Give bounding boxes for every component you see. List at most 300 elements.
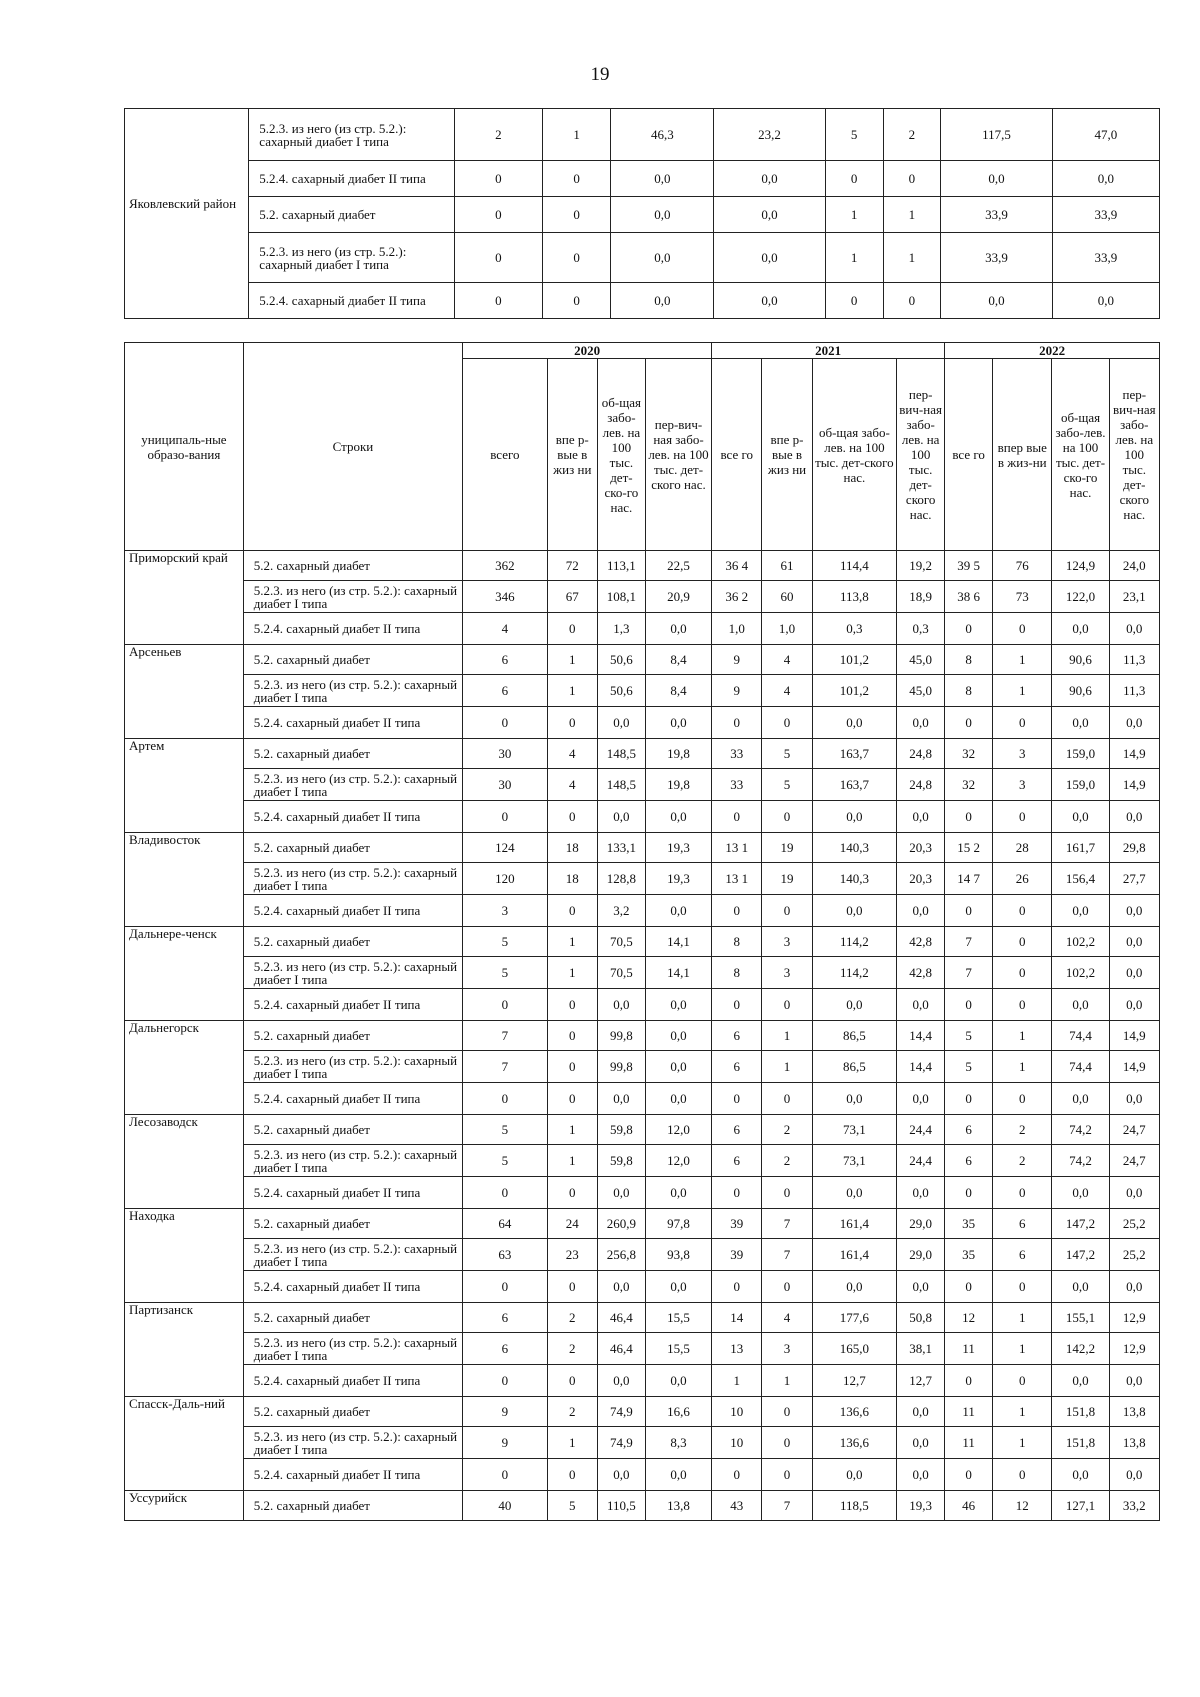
municipality-cell	[125, 1145, 244, 1177]
table-row	[125, 1333, 1160, 1365]
data-cell: 0,0	[1052, 895, 1109, 927]
data-cell: 46	[945, 1491, 993, 1521]
data-cell: 0,0	[1052, 613, 1109, 645]
data-cell: 0	[945, 1177, 993, 1209]
data-cell: 6	[463, 1333, 548, 1365]
municipality-cell: Арсеньев	[125, 645, 244, 675]
table-row	[125, 283, 1160, 319]
data-cell: 30	[463, 769, 548, 801]
data-cell: 128,8	[597, 863, 645, 895]
data-cell: 0	[762, 1459, 812, 1491]
row-label: 5.2.3. из него (из стр. 5.2.): сахарный диабет I типа	[243, 957, 462, 989]
row-label: 5.2.3. из него (из стр. 5.2.): сахарный диабет I типа	[249, 233, 455, 283]
data-cell: 0,0	[1052, 707, 1109, 739]
data-cell: 8,3	[645, 1427, 711, 1459]
data-cell: 0,0	[645, 1021, 711, 1051]
municipality-cell: Владивосток	[125, 833, 244, 863]
data-cell: 0,0	[597, 801, 645, 833]
data-cell: 124	[463, 833, 548, 863]
data-cell: 147,2	[1052, 1209, 1109, 1239]
data-cell: 11,3	[1109, 675, 1159, 707]
row-label: 5.2.3. из него (из стр. 5.2.): сахарный диабет I типа	[243, 675, 462, 707]
row-label: 5.2.3. из него (из стр. 5.2.): сахарный диабет I типа	[243, 1427, 462, 1459]
data-cell: 93,8	[645, 1239, 711, 1271]
table-row	[125, 1491, 1160, 1521]
header-sub: об-щая забо-лев. на 100 тыс. дет-ско-го нас.	[1052, 359, 1109, 551]
row-label: 5.2.3. из него (из стр. 5.2.): сахарный диабет I типа	[243, 1239, 462, 1271]
data-cell: 12	[993, 1491, 1052, 1521]
data-cell: 124,9	[1052, 551, 1109, 581]
data-cell: 6	[993, 1209, 1052, 1239]
table-row	[125, 707, 1160, 739]
data-cell: 33	[712, 769, 762, 801]
data-cell: 0,0	[611, 161, 714, 197]
table-row	[125, 233, 1160, 283]
data-cell: 24,0	[1109, 551, 1159, 581]
data-cell: 0,0	[1052, 1083, 1109, 1115]
data-cell: 0	[945, 1365, 993, 1397]
data-cell: 161,7	[1052, 833, 1109, 863]
data-cell: 2	[547, 1333, 597, 1365]
data-cell: 0	[762, 1271, 812, 1303]
data-cell: 0,0	[812, 1177, 897, 1209]
data-cell: 61	[762, 551, 812, 581]
header-year-2021: 2021	[712, 343, 945, 359]
data-cell: 140,3	[812, 833, 897, 863]
data-cell: 1	[547, 957, 597, 989]
row-label: 5.2. сахарный диабет	[243, 1209, 462, 1239]
data-cell: 0,0	[611, 233, 714, 283]
data-cell: 0,0	[812, 707, 897, 739]
data-cell: 4	[762, 645, 812, 675]
data-cell: 0	[712, 707, 762, 739]
data-cell: 0,0	[597, 1271, 645, 1303]
data-cell: 23,1	[1109, 581, 1159, 613]
data-cell: 2	[883, 109, 941, 161]
municipality-cell: Приморский край	[125, 551, 244, 581]
data-cell: 19,8	[645, 769, 711, 801]
data-cell: 10	[712, 1397, 762, 1427]
data-cell: 118,5	[812, 1491, 897, 1521]
data-cell: 177,6	[812, 1303, 897, 1333]
data-cell: 0	[993, 1083, 1052, 1115]
data-cell: 46,4	[597, 1303, 645, 1333]
data-cell: 0	[547, 1083, 597, 1115]
data-cell: 29,0	[897, 1209, 945, 1239]
data-cell: 35	[945, 1239, 993, 1271]
data-cell: 0	[712, 895, 762, 927]
data-cell: 1	[993, 1333, 1052, 1365]
row-label: 5.2.3. из него (из стр. 5.2.): сахарный диабет I типа	[243, 769, 462, 801]
data-cell: 0,0	[1109, 1365, 1159, 1397]
table-row	[125, 1365, 1160, 1397]
data-cell: 4	[762, 675, 812, 707]
data-cell: 2	[547, 1303, 597, 1333]
municipality-cell	[125, 957, 244, 989]
data-cell: 14,9	[1109, 769, 1159, 801]
data-cell: 1	[547, 927, 597, 957]
data-cell: 110,5	[597, 1491, 645, 1521]
data-cell: 25,2	[1109, 1239, 1159, 1271]
data-cell: 5	[463, 957, 548, 989]
data-cell: 14,9	[1109, 739, 1159, 769]
row-label: 5.2.3. из него (из стр. 5.2.): сахарный диабет I типа	[249, 109, 455, 161]
data-cell: 73	[993, 581, 1052, 613]
data-cell: 0,0	[897, 895, 945, 927]
data-cell: 0	[993, 927, 1052, 957]
data-cell: 0	[762, 707, 812, 739]
data-cell: 1	[542, 109, 611, 161]
data-cell: 1	[712, 1365, 762, 1397]
data-cell: 90,6	[1052, 675, 1109, 707]
data-cell: 0,0	[1109, 1083, 1159, 1115]
data-cell: 0,0	[714, 233, 825, 283]
header-sub: всего	[463, 359, 548, 551]
municipality-cell	[125, 1427, 244, 1459]
data-cell: 0,0	[897, 1083, 945, 1115]
municipality-cell	[125, 707, 244, 739]
municipality-cell: Спасск-Даль-ний	[125, 1397, 244, 1427]
data-cell: 0	[945, 613, 993, 645]
table-row	[125, 197, 1160, 233]
data-cell: 18	[547, 833, 597, 863]
data-cell: 0,0	[645, 801, 711, 833]
data-cell: 0	[993, 1459, 1052, 1491]
data-cell: 0,0	[812, 989, 897, 1021]
data-cell: 12,9	[1109, 1303, 1159, 1333]
data-cell: 0	[712, 989, 762, 1021]
row-label: 5.2.4. сахарный диабет II типа	[243, 895, 462, 927]
data-cell: 0,0	[812, 895, 897, 927]
data-cell: 0	[463, 989, 548, 1021]
row-label: 5.2. сахарный диабет	[243, 1397, 462, 1427]
data-cell: 6	[945, 1115, 993, 1145]
header-sub: впе р-вые в жиз ни	[547, 359, 597, 551]
data-cell: 0	[945, 895, 993, 927]
municipality-cell	[125, 863, 244, 895]
data-cell: 3	[762, 957, 812, 989]
data-cell: 5	[762, 739, 812, 769]
row-label: 5.2.4. сахарный диабет II типа	[249, 283, 455, 319]
data-cell: 30	[463, 739, 548, 769]
continuation-table	[124, 108, 1160, 319]
data-cell: 3	[762, 1333, 812, 1365]
data-cell: 108,1	[597, 581, 645, 613]
data-cell: 12,9	[1109, 1333, 1159, 1365]
data-cell: 6	[712, 1051, 762, 1083]
municipality-cell	[125, 1239, 244, 1271]
data-cell: 0	[993, 801, 1052, 833]
data-cell: 45,0	[897, 675, 945, 707]
data-cell: 0,0	[645, 1459, 711, 1491]
data-cell: 3	[762, 927, 812, 957]
data-cell: 19,3	[645, 833, 711, 863]
data-cell: 0	[463, 1365, 548, 1397]
row-label: 5.2. сахарный диабет	[243, 1303, 462, 1333]
data-cell: 5	[825, 109, 883, 161]
data-cell: 8	[712, 957, 762, 989]
municipality-cell	[125, 1177, 244, 1209]
municipality-cell: Дальнере-ченск	[125, 927, 244, 957]
data-cell: 24,8	[897, 739, 945, 769]
data-cell: 0,0	[1052, 1177, 1109, 1209]
data-cell: 7	[762, 1491, 812, 1521]
data-cell: 19,8	[645, 739, 711, 769]
row-label: 5.2.4. сахарный диабет II типа	[243, 1365, 462, 1397]
table-row	[125, 1427, 1160, 1459]
data-cell: 50,6	[597, 645, 645, 675]
data-cell: 3	[993, 769, 1052, 801]
data-cell: 0	[547, 989, 597, 1021]
data-cell: 0	[762, 989, 812, 1021]
data-cell: 18	[547, 863, 597, 895]
data-cell: 161,4	[812, 1239, 897, 1271]
data-cell: 0,0	[1052, 989, 1109, 1021]
data-cell: 86,5	[812, 1051, 897, 1083]
data-cell: 0	[762, 895, 812, 927]
row-label: 5.2.3. из него (из стр. 5.2.): сахарный диабет I типа	[243, 1333, 462, 1365]
data-cell: 0,0	[1052, 1459, 1109, 1491]
data-cell: 1	[547, 645, 597, 675]
data-cell: 1	[762, 1365, 812, 1397]
data-cell: 5	[463, 1115, 548, 1145]
data-cell: 14,1	[645, 957, 711, 989]
data-cell: 20,9	[645, 581, 711, 613]
data-cell: 1	[762, 1051, 812, 1083]
data-cell: 0,0	[645, 895, 711, 927]
data-cell: 0,0	[1109, 989, 1159, 1021]
data-cell: 8	[945, 645, 993, 675]
table-row	[125, 1051, 1160, 1083]
municipality-cell	[125, 769, 244, 801]
data-cell: 0	[547, 895, 597, 927]
data-cell: 163,7	[812, 769, 897, 801]
data-cell: 10	[712, 1427, 762, 1459]
header-sub: впе р-вые в жиз ни	[762, 359, 812, 551]
table-row	[125, 801, 1160, 833]
data-cell: 0	[712, 1459, 762, 1491]
data-cell: 28	[993, 833, 1052, 863]
data-cell: 86,5	[812, 1021, 897, 1051]
data-cell: 3	[463, 895, 548, 927]
data-cell: 148,5	[597, 739, 645, 769]
data-cell: 0,3	[897, 613, 945, 645]
data-cell: 0,0	[597, 707, 645, 739]
row-label: 5.2. сахарный диабет	[249, 197, 455, 233]
data-cell: 13,8	[1109, 1427, 1159, 1459]
data-cell: 32	[945, 739, 993, 769]
data-cell: 38 6	[945, 581, 993, 613]
data-cell: 73,1	[812, 1145, 897, 1177]
data-cell: 2	[547, 1397, 597, 1427]
header-sub: об-щая забо-лев. на 100 тыс. дет-ского нас.	[812, 359, 897, 551]
data-cell: 136,6	[812, 1397, 897, 1427]
header-year-2022: 2022	[945, 343, 1160, 359]
municipality-cell: Яковлевский район	[125, 197, 249, 233]
data-cell: 19	[762, 833, 812, 863]
data-cell: 13,8	[1109, 1397, 1159, 1427]
municipality-cell	[125, 1271, 244, 1303]
data-cell: 0	[463, 707, 548, 739]
data-cell: 1	[993, 1397, 1052, 1427]
data-cell: 5	[463, 1145, 548, 1177]
table-row	[125, 895, 1160, 927]
data-cell: 5	[945, 1021, 993, 1051]
data-cell: 13 1	[712, 833, 762, 863]
data-cell: 14,4	[897, 1051, 945, 1083]
data-cell: 0,0	[714, 283, 825, 319]
data-cell: 0,0	[941, 283, 1052, 319]
row-label: 5.2. сахарный диабет	[243, 833, 462, 863]
data-cell: 120	[463, 863, 548, 895]
row-label: 5.2.4. сахарный диабет II типа	[243, 1083, 462, 1115]
data-cell: 76	[993, 551, 1052, 581]
data-cell: 6	[463, 645, 548, 675]
data-cell: 0,0	[897, 1397, 945, 1427]
data-cell: 155,1	[1052, 1303, 1109, 1333]
data-cell: 2	[993, 1145, 1052, 1177]
data-cell: 1	[993, 645, 1052, 675]
data-cell: 0	[547, 1271, 597, 1303]
data-cell: 6	[463, 1303, 548, 1333]
data-cell: 6	[993, 1239, 1052, 1271]
data-cell: 36 4	[712, 551, 762, 581]
municipality-cell: Лесозаводск	[125, 1115, 244, 1145]
data-cell: 47,0	[1052, 109, 1159, 161]
data-cell: 32	[945, 769, 993, 801]
data-cell: 142,2	[1052, 1333, 1109, 1365]
data-cell: 0,0	[1109, 801, 1159, 833]
data-cell: 117,5	[941, 109, 1052, 161]
data-cell: 15,5	[645, 1333, 711, 1365]
row-label: 5.2.3. из него (из стр. 5.2.): сахарный диабет I типа	[243, 1145, 462, 1177]
data-cell: 0	[463, 1271, 548, 1303]
table-row	[125, 551, 1160, 581]
row-label: 5.2. сахарный диабет	[243, 1115, 462, 1145]
data-cell: 0	[463, 1083, 548, 1115]
data-cell: 25,2	[1109, 1209, 1159, 1239]
data-cell: 20,3	[897, 833, 945, 863]
table-row	[125, 769, 1160, 801]
municipality-cell	[125, 1333, 244, 1365]
table-row	[125, 645, 1160, 675]
table-row	[125, 1303, 1160, 1333]
data-cell: 33,9	[941, 233, 1052, 283]
table-row	[125, 1209, 1160, 1239]
data-cell: 4	[463, 613, 548, 645]
data-cell: 1	[993, 1021, 1052, 1051]
data-cell: 9	[712, 645, 762, 675]
data-cell: 39	[712, 1239, 762, 1271]
data-cell: 0	[547, 1365, 597, 1397]
data-cell: 151,8	[1052, 1427, 1109, 1459]
data-cell: 15,5	[645, 1303, 711, 1333]
data-cell: 0,0	[812, 1459, 897, 1491]
data-cell: 159,0	[1052, 769, 1109, 801]
data-cell: 0,0	[645, 1051, 711, 1083]
data-cell: 74,2	[1052, 1115, 1109, 1145]
data-cell: 8,4	[645, 675, 711, 707]
data-cell: 33,2	[1109, 1491, 1159, 1521]
data-cell: 0,0	[1109, 895, 1159, 927]
data-cell: 114,2	[812, 957, 897, 989]
header-municipality: униципаль-ные образо-вания	[125, 343, 244, 551]
data-cell: 63	[463, 1239, 548, 1271]
table-row	[125, 613, 1160, 645]
data-cell: 13,8	[645, 1491, 711, 1521]
municipality-cell: Дальнегорск	[125, 1021, 244, 1051]
data-cell: 72	[547, 551, 597, 581]
table-row	[125, 109, 1160, 161]
data-cell: 20,3	[897, 863, 945, 895]
data-cell: 0,0	[941, 161, 1052, 197]
data-cell: 0,0	[1109, 1271, 1159, 1303]
row-label: 5.2. сахарный диабет	[243, 645, 462, 675]
row-label: 5.2.4. сахарный диабет II типа	[243, 1271, 462, 1303]
data-cell: 2	[993, 1115, 1052, 1145]
row-label: 5.2.4. сахарный диабет II типа	[243, 1459, 462, 1491]
data-cell: 24,4	[897, 1145, 945, 1177]
data-cell: 6	[945, 1145, 993, 1177]
data-cell: 0,0	[812, 801, 897, 833]
data-cell: 1	[547, 1145, 597, 1177]
data-cell: 33,9	[1052, 233, 1159, 283]
data-cell: 127,1	[1052, 1491, 1109, 1521]
data-cell: 0	[547, 1051, 597, 1083]
header-sub: пер-вич-ная забо-лев. на 100 тыс. дет-ского нас.	[1109, 359, 1159, 551]
data-cell: 151,8	[1052, 1397, 1109, 1427]
data-cell: 97,8	[645, 1209, 711, 1239]
data-cell: 27,7	[1109, 863, 1159, 895]
data-cell: 5	[762, 769, 812, 801]
data-cell: 11	[945, 1397, 993, 1427]
data-cell: 101,2	[812, 675, 897, 707]
data-cell: 2	[762, 1145, 812, 1177]
data-cell: 9	[463, 1427, 548, 1459]
data-cell: 1	[993, 1427, 1052, 1459]
data-cell: 0,0	[597, 1459, 645, 1491]
data-cell: 0	[762, 1427, 812, 1459]
data-cell: 140,3	[812, 863, 897, 895]
data-cell: 0,0	[611, 283, 714, 319]
data-cell: 0,0	[1109, 1177, 1159, 1209]
data-cell: 0,0	[897, 1427, 945, 1459]
data-cell: 0,0	[1109, 613, 1159, 645]
data-cell: 24	[547, 1209, 597, 1239]
data-cell: 6	[463, 675, 548, 707]
municipality-cell	[125, 283, 249, 319]
data-cell: 0,0	[645, 1083, 711, 1115]
data-cell: 60	[762, 581, 812, 613]
data-cell: 5	[945, 1051, 993, 1083]
data-cell: 1,0	[762, 613, 812, 645]
municipality-cell	[125, 1051, 244, 1083]
data-cell: 24,7	[1109, 1115, 1159, 1145]
data-cell: 0	[712, 1271, 762, 1303]
data-cell: 12,0	[645, 1145, 711, 1177]
data-cell: 1,3	[597, 613, 645, 645]
data-cell: 0,0	[897, 1459, 945, 1491]
data-cell: 0,0	[714, 161, 825, 197]
data-cell: 113,8	[812, 581, 897, 613]
table-row	[125, 675, 1160, 707]
data-cell: 0,0	[1109, 707, 1159, 739]
data-cell: 0	[945, 1271, 993, 1303]
row-label: 5.2. сахарный диабет	[243, 739, 462, 769]
data-cell: 0	[762, 1083, 812, 1115]
table-row	[125, 1239, 1160, 1271]
data-cell: 46,3	[611, 109, 714, 161]
